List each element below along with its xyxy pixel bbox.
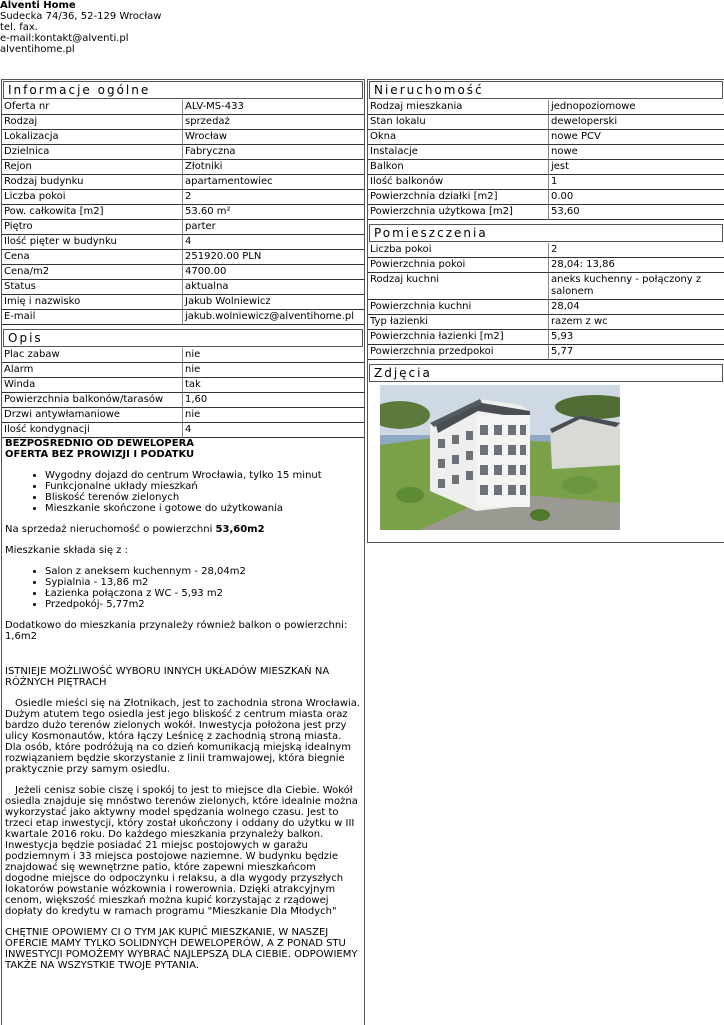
list-item: • Mieszkanie skończone i gotowe do użytkowania <box>45 503 361 514</box>
general-row <box>2 295 364 310</box>
field-value: nie <box>183 348 364 363</box>
field-label: Ilość pięter w budynku <box>2 235 183 250</box>
closing-text: CHĘTNIE OPOWIEMY CI O TYM JAK KUPIĆ MIESZKANIE, W NASZEJ OFERCIE MAMY TYLKO SOLIDNYCH DEWELOPERÓW, A Z PONAD STU INWESTYCJI POMOŻEMY WYBRAĆ NAJLEPSZĄ DLA CIEBIE. ODPOWIEMY TAKŻE NA WSZYSTKIE TWOJE PYTANIA. <box>5 927 358 971</box>
field-label: Rejon <box>2 160 183 175</box>
general-row <box>2 205 364 220</box>
field-value: nie <box>183 363 364 378</box>
area-prefix: Na sprzedaż nieruchomość o powierzchni <box>5 524 216 535</box>
opis-row <box>2 393 364 408</box>
field-value: 28,04 <box>549 300 724 315</box>
field-value: 53,60 <box>549 205 724 220</box>
field-label: E-mail <box>2 310 183 325</box>
field-label: Cena <box>2 250 183 265</box>
general-row <box>2 280 364 295</box>
field-value: 1,60 <box>183 393 364 408</box>
consists-text: Mieszkanie składa się z : <box>5 545 128 556</box>
field-label: Liczba pokoi <box>2 190 183 205</box>
field-label: Alarm <box>2 363 183 378</box>
field-value: Złotniki <box>183 160 364 175</box>
field-value: 5,77 <box>549 345 724 360</box>
field-value: 0.00 <box>549 190 724 205</box>
list-item: • Łazienka połączona z WC - 5,93 m2 <box>45 588 361 599</box>
list-item: • Przedpokój- 5,77m2 <box>45 599 361 610</box>
area-text <box>5 524 361 535</box>
field-label: Plac zabaw <box>2 348 183 363</box>
field-value: Jakub Wolniewicz <box>183 295 364 310</box>
general-row <box>2 265 364 280</box>
opis-row <box>2 378 364 393</box>
field-value: jakub.wolniewicz@alventihome.pl <box>183 310 364 325</box>
headline-no-commission: OFERTA BEZ PROWIZJI I PODATKU <box>5 449 195 460</box>
agency-site: alventihome.pl <box>0 44 75 55</box>
property-row <box>368 115 724 130</box>
general-row <box>2 100 364 115</box>
field-value: razem z wc <box>549 315 724 330</box>
field-value: nowe PCV <box>549 130 724 145</box>
field-label: Winda <box>2 378 183 393</box>
field-value: 4700.00 <box>183 265 364 280</box>
field-label: Pow. całkowita [m2] <box>2 205 183 220</box>
field-value: 2 <box>549 243 724 258</box>
section-opis-title: Opis <box>3 329 363 347</box>
field-label: Rodzaj mieszkania <box>368 100 549 115</box>
field-value: jest <box>549 160 724 175</box>
rooms-table <box>368 243 724 360</box>
opis-row <box>2 423 364 438</box>
field-label: Rodzaj kuchni <box>368 273 549 300</box>
right-column <box>367 79 724 543</box>
field-label: Rodzaj <box>2 115 183 130</box>
field-value: apartamentowiec <box>183 175 364 190</box>
field-value: tak <box>183 378 364 393</box>
list-item: • Sypialnia - 13,86 m2 <box>45 577 361 588</box>
field-label: Ilość balkonów <box>368 175 549 190</box>
field-label: Imię i nazwisko <box>2 295 183 310</box>
agency-name: Alventi Home <box>0 0 76 11</box>
field-value: 28,04: 13,86 <box>549 258 724 273</box>
general-row <box>2 175 364 190</box>
agency-email: e-mail:kontakt@alventi.pl <box>0 33 129 44</box>
field-value: nie <box>183 408 364 423</box>
property-row <box>368 190 724 205</box>
general-row <box>2 235 364 250</box>
field-value: 4 <box>183 235 364 250</box>
layouts-text: ISTNIEJE MOŻLIWOŚĆ WYBORU INNYCH UKŁADÓW MIESZKAŃ NA RÓŻNYCH PIĘTRACH <box>5 666 330 688</box>
field-label: Liczba pokoi <box>368 243 549 258</box>
rooms-row <box>368 258 724 273</box>
general-row <box>2 190 364 205</box>
field-value: 2 <box>183 190 364 205</box>
field-value: 5,93 <box>549 330 724 345</box>
field-value: parter <box>183 220 364 235</box>
general-row <box>2 310 364 325</box>
field-value: 4 <box>183 423 364 438</box>
field-value: 251920.00 PLN <box>183 250 364 265</box>
property-row <box>368 100 724 115</box>
field-label: Lokalizacja <box>2 130 183 145</box>
field-label: Stan lokalu <box>368 115 549 130</box>
headline-developer: BEZPOŚREDNIO OD DEWELOPERA <box>5 438 195 449</box>
field-value: sprzedaż <box>183 115 364 130</box>
rooms-row <box>368 315 724 330</box>
description <box>2 438 364 971</box>
section-rooms-title: Pomieszczenia <box>369 224 723 242</box>
property-row <box>368 130 724 145</box>
field-value: 53.60 m² <box>183 205 364 220</box>
opis-row <box>2 363 364 378</box>
list-item: • Salon z aneksem kuchennym - 28,04m2 <box>45 566 361 577</box>
field-value: 1 <box>549 175 724 190</box>
rooms-row <box>368 300 724 315</box>
property-row <box>368 145 724 160</box>
field-label: Typ łazienki <box>368 315 549 330</box>
rooms-list <box>5 566 361 610</box>
field-label: Piętro <box>2 220 183 235</box>
building-photo[interactable] <box>380 385 620 530</box>
field-label: Powierzchnia działki [m2] <box>368 190 549 205</box>
section-photos-title: Zdjęcia <box>369 364 723 382</box>
field-label: Powierzchnia kuchni <box>368 300 549 315</box>
list-item: • Wygodny dojazd do centrum Wrocławia, tylko 15 minut <box>45 470 361 481</box>
section-property-title: Nieruchomość <box>369 81 723 99</box>
left-column <box>1 79 365 1025</box>
field-label: Powierzchnia łazienki [m2] <box>368 330 549 345</box>
field-value: aktualna <box>183 280 364 295</box>
general-row <box>2 130 364 145</box>
field-value: jednopoziomowe <box>549 100 724 115</box>
list-item: • Bliskość terenów zielonych <box>45 492 361 503</box>
field-label: Powierzchnia balkonów/tarasów <box>2 393 183 408</box>
field-value: deweloperski <box>549 115 724 130</box>
property-table <box>368 100 724 220</box>
field-label: Status <box>2 280 183 295</box>
agency-header <box>0 0 161 55</box>
field-label: Balkon <box>368 160 549 175</box>
paragraph-investment: Jeżeli cenisz sobie ciszę i spokój to jest to miejsce dla Ciebie. Wokół osiedla znajduje się mnóstwo terenów zielonych, które idealnie można wykorzystać jako aktywny model spędzania wolnego czasu. Jest to trzeci etap inwestycji, który został ukończony i oddany do użytku w III kwartale 2016 roku. Do każdego mieszkania przynależy balkon. Inwestycja będzie posiadać 21 miejsc postojowych w garażu podziemnym i 33 miejsca postojowe naziemne. W budynku będzie znajdować się wewnętrzne patio, które zapewni mieszkańcom dogodne miejsce do odpoczynku i relaksu, a dla wygody przyszłych lokatorów powstanie wózkownia i rowerownia. Dzięki atrakcyjnym cenom, większość mieszkań można kupić korzystając z rządowej dopłaty do kredytu w ramach programu "Mieszkanie Dla Młodych" <box>5 785 358 917</box>
field-label: Instalacje <box>368 145 549 160</box>
field-label: Okna <box>368 130 549 145</box>
rooms-row <box>368 345 724 360</box>
field-label: Ilość kondygnacji <box>2 423 183 438</box>
property-row <box>368 175 724 190</box>
field-label: Dzielnica <box>2 145 183 160</box>
field-value: Wrocław <box>183 130 364 145</box>
agency-fax: tel. fax. <box>0 22 38 33</box>
section-general-title: Informacje ogólne <box>3 81 363 99</box>
opis-row <box>2 348 364 363</box>
general-row <box>2 115 364 130</box>
rooms-row <box>368 330 724 345</box>
field-label: Oferta nr <box>2 100 183 115</box>
building-render-image <box>380 385 620 530</box>
rooms-row <box>368 243 724 258</box>
general-row <box>2 160 364 175</box>
general-row <box>2 220 364 235</box>
balcony-text: Dodatkowo do mieszkania przynależy również balkon o powierzchni: 1,6m2 <box>5 620 348 642</box>
paragraph-location: Osiedle mieści się na Złotnikach, jest to zachodnia strona Wrocławia. Dużym atutem tego osiedla jest jego bliskość z centrum miasta oraz bardzo dużo terenów zielonych wokół. Inwestycja położona jest przy ulicy Kosmonautów, która łączy Leśnicę z zachodnią stroną miasta. Dla osób, które podróżują na co dzień komunikacją miejską idealnym rozwiązaniem będzie skorzystanie z linii tramwajowej, która biegnie praktycznie przy samym osiedlu. <box>5 698 361 775</box>
general-table <box>2 100 364 325</box>
property-row <box>368 160 724 175</box>
field-label: Rodzaj budynku <box>2 175 183 190</box>
field-value: ALV-MS-433 <box>183 100 364 115</box>
general-row <box>2 250 364 265</box>
field-label: Powierzchnia pokoi <box>368 258 549 273</box>
field-label: Drzwi antywłamaniowe <box>2 408 183 423</box>
field-label: Cena/m2 <box>2 265 183 280</box>
field-label: Powierzchnia przedpokoi <box>368 345 549 360</box>
area-value: 53,60m2 <box>215 524 265 535</box>
opis-table <box>2 348 364 438</box>
list-item: • Funkcjonalne układy mieszkań <box>45 481 361 492</box>
property-row <box>368 205 724 220</box>
field-label: Powierzchnia użytkowa [m2] <box>368 205 549 220</box>
opis-row <box>2 408 364 423</box>
agency-address: Sudecka 74/36, 52-129 Wrocław <box>0 11 162 22</box>
general-row <box>2 145 364 160</box>
field-value: aneks kuchenny - połączony z salonem <box>549 273 724 300</box>
field-value: Fabryczna <box>183 145 364 160</box>
advantages-list <box>5 470 361 514</box>
rooms-row <box>368 273 724 300</box>
field-value: nowe <box>549 145 724 160</box>
